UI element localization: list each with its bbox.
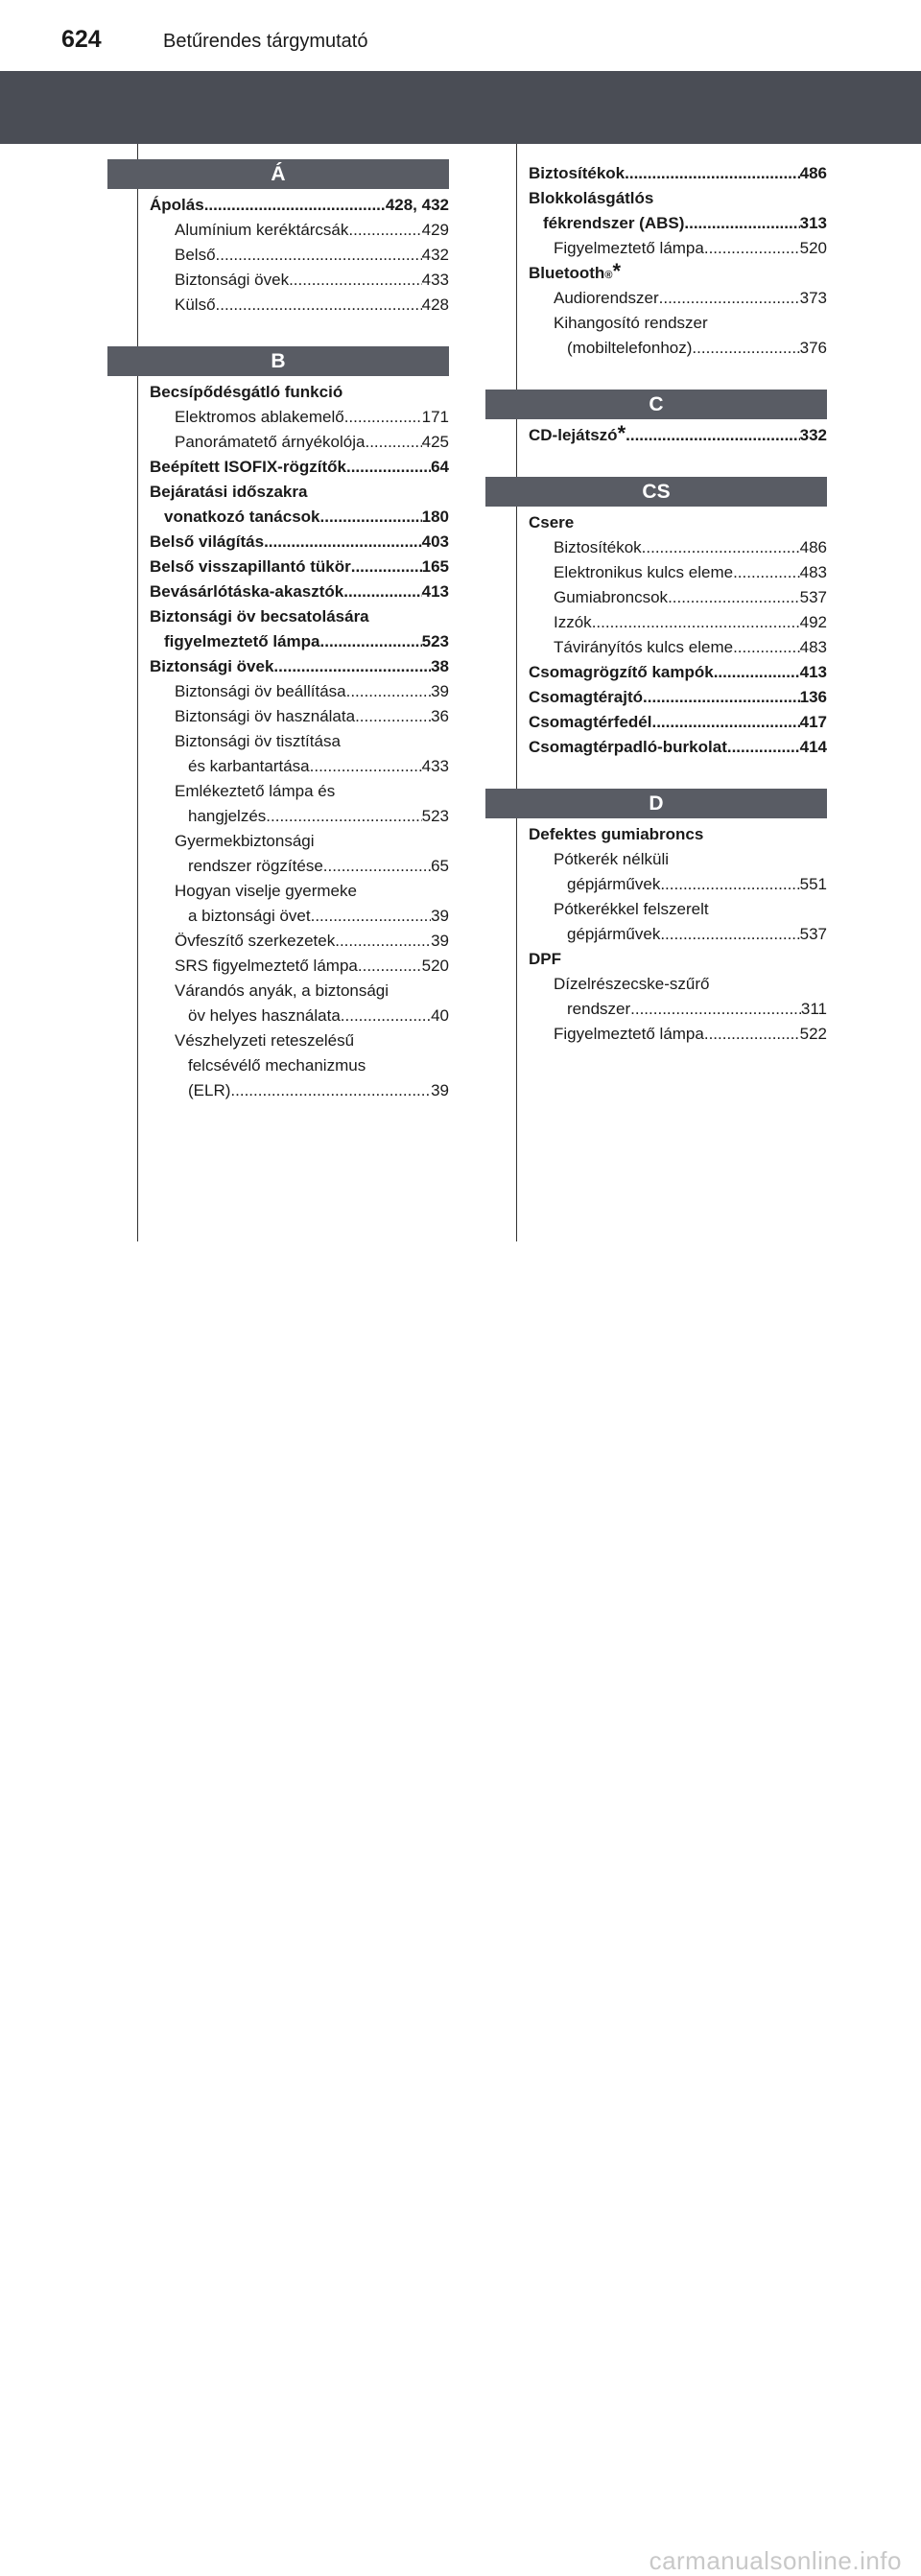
section-letter: Á [107,159,449,189]
entry-text: Biztonsági öv becsatolására [150,607,369,626]
entry-text: Biztosítékok [529,164,626,182]
entry-text: CD-lejátszó [529,426,618,444]
index-entry [107,779,449,804]
entry-text: fékrendszer (ABS) [543,214,685,232]
header-title: Betűrendes tárgymutató [163,31,368,52]
entry-text: Pótkerék nélküli [554,850,670,868]
entry-text: gépjárművek [567,925,661,943]
index-entry [107,854,449,879]
page-ref: 39 [431,1081,449,1099]
index-entry [485,186,827,211]
dot-leader [660,922,799,947]
dot-leader [733,560,800,585]
page-ref: 311 [800,1000,827,1018]
index-entry [485,535,827,560]
page-ref: 520 [421,957,449,975]
dot-leader [643,685,800,710]
dot-leader [592,610,800,635]
entry-text: Csomagtérajtó [529,688,644,706]
entry-text: hangjelzés [188,807,267,825]
index-entry [107,579,449,604]
index-entry [107,193,449,218]
page-ref: 313 [799,214,827,232]
index-entry: Bluetooth ® * [485,261,827,286]
page-ref: 136 [799,688,827,706]
index-entry [107,430,449,455]
page-ref: 376 [799,339,827,357]
page-ref: 520 [799,239,827,257]
entry-text: gépjárművek [567,875,661,893]
index-entry [107,405,449,430]
page-ref: 433 [421,271,449,289]
dot-leader [704,236,800,261]
index-entry [485,311,827,336]
dot-leader [365,430,421,455]
index-section [107,159,449,318]
entry-text: Csomagtérfedél [529,713,652,731]
index-entry [485,922,827,947]
entry-text: Belső világítás [150,532,265,551]
page-ref: 65 [431,857,449,875]
entry-text: és karbantartása [188,757,310,775]
entry-text: Bejáratási időszakra [150,483,308,501]
entry-text: Gyermekbiztonsági [175,832,315,850]
page-ref: 413 [799,663,827,681]
page-ref: 433 [421,757,449,775]
entry-text: Audiorendszer [554,289,659,307]
index-entry [485,510,827,535]
index-section [485,161,827,361]
entry-text: Figyelmeztető lámpa [554,1025,704,1043]
entry-text: Biztosítékok [554,538,642,556]
section-letter: C [485,390,827,419]
index-entry [485,947,827,972]
index-entry [107,1053,449,1078]
dot-leader [289,268,422,293]
index-entry [107,480,449,505]
page-ref: 523 [421,632,449,650]
entry-text: DPF [529,950,561,968]
entry-text: Pótkerékkel felszerelt [554,900,709,918]
page-ref: 403 [421,532,449,551]
dot-leader [230,1078,431,1103]
dot-leader [323,854,431,879]
index-entry [107,293,449,318]
dot-leader [310,754,422,779]
page-ref: 39 [431,932,449,950]
index-entry [485,1022,827,1047]
dot-leader [343,579,421,604]
index-entry [107,218,449,243]
index-entry [485,286,827,311]
entry-text: Figyelmeztető lámpa [554,239,704,257]
entry-text: Kihangosító rendszer [554,314,708,332]
entry-text: vonatkozó tanácsok [164,508,320,526]
page-header [0,0,921,59]
page-ref: 522 [799,1025,827,1043]
dot-leader [692,336,799,361]
dot-leader [346,679,431,704]
entry-text: (ELR) [188,1081,231,1099]
index-section [485,361,827,448]
index-entry [107,530,449,555]
index-entry [107,979,449,1004]
index-entry [107,929,449,954]
index-entry: CD-lejátszó * ..... 332 [485,423,827,448]
page-ref: 332 [799,426,827,444]
entry-text: Elektromos ablakemelő [175,408,344,426]
entry-text: Panorámatető árnyékolója [175,433,366,451]
index-entry [107,380,449,405]
entry-text: rendszer rögzítése [188,857,323,875]
index-entry [107,679,449,704]
index-section [107,318,449,1103]
entry-text: Várandós anyák, a biztonsági [175,981,390,1000]
dot-leader [651,710,799,735]
page-ref: 486 [799,538,827,556]
dot-leader [320,505,422,530]
dot-leader [733,635,800,660]
page-ref: 425 [421,433,449,451]
index-entry [485,710,827,735]
dot-leader [714,660,800,685]
entry-text: rendszer [567,1000,631,1018]
index-entry [107,555,449,579]
entry-text: Vészhelyzeti reteszelésű [175,1031,355,1050]
section-letter: B [107,346,449,376]
index-entry [107,1004,449,1028]
page-ref: 39 [431,907,449,925]
dot-leader [273,654,431,679]
entry-text: SRS figyelmeztető lámpa [175,957,358,975]
dot-leader [216,243,422,268]
dot-leader [630,997,801,1022]
page-ref: 551 [799,875,827,893]
index-entry [107,654,449,679]
dot-leader [626,423,799,448]
watermark: carmanualsonline.info [649,2546,902,2575]
dot-leader [659,286,800,311]
index-entry [485,847,827,872]
index-entry [485,560,827,585]
index-entry [107,243,449,268]
index-entry [485,336,827,361]
entry-text: Bluetooth [529,264,605,282]
index-entry [485,685,827,710]
page-ref: 483 [799,638,827,656]
dot-leader [344,405,422,430]
entry-text: Becsípődésgátló funkció [150,383,343,401]
index-entry [485,585,827,610]
dot-leader [204,193,386,218]
page-ref: 40 [431,1006,449,1025]
page-ref: 523 [421,807,449,825]
index-entry [107,829,449,854]
page-ref: 417 [799,713,827,731]
page-ref: 171 [421,408,449,426]
page-ref: 492 [799,613,827,631]
page-ref: 180 [421,508,449,526]
page-ref: 36 [431,707,449,725]
entry-text: Alumínium keréktárcsák [175,221,349,239]
page-ref: 432 [421,246,449,264]
index-entry [485,822,827,847]
page-ref: 373 [799,289,827,307]
index-entry [485,211,827,236]
dot-leader [625,161,799,186]
right-column [485,161,827,1047]
dot-leader [216,293,422,318]
dot-leader [348,218,421,243]
index-entry [107,904,449,929]
index-entry [485,610,827,635]
entry-text: Biztonsági öv tisztítása [175,732,341,750]
footer [0,1272,921,2575]
entry-text: a biztonsági övet [188,907,311,925]
page-ref: 64 [431,458,449,476]
entry-text: Övfeszítő szerkezetek [175,932,336,950]
dot-leader [684,211,799,236]
index-entry [107,954,449,979]
index-entry [485,972,827,997]
dot-leader [660,872,799,897]
index-entry [107,879,449,904]
entry-text: Biztonsági öv beállítása [175,682,346,700]
entry-text: Biztonsági övek [150,657,274,675]
index-entry [107,804,449,829]
dot-leader [335,929,431,954]
dot-leader [668,585,800,610]
index-entry [107,268,449,293]
page-number: 624 [61,26,102,53]
entry-text: Csomagrögzítő kampók [529,663,714,681]
entry-text: felcsévélő mechanizmus [188,1056,366,1075]
page-ref: 537 [799,925,827,943]
page-ref: 428, 432 [385,196,449,214]
entry-text: Defektes gumiabroncs [529,825,704,843]
dot-leader [311,904,431,929]
dot-leader [355,704,431,729]
entry-text: Csomagtérpadló-burkolat [529,738,727,756]
left-column [107,159,449,1103]
page-ref: 537 [799,588,827,606]
entry-text: Belső [175,246,216,264]
section-letter: D [485,789,827,818]
page-ref: 165 [421,557,449,576]
entry-text: Távirányítós kulcs eleme [554,638,734,656]
dot-leader [341,1004,431,1028]
entry-text: (mobiltelefonhoz) [567,339,693,357]
page-ref: 483 [799,563,827,581]
header-band [0,71,921,144]
entry-text: Hogyan viselje gyermeke [175,882,357,900]
entry-text: Ápolás [150,196,204,214]
index-section [485,448,827,760]
index-section [485,760,827,1047]
entry-text: Emlékeztető lámpa és [175,782,336,800]
index-entry [485,236,827,261]
index-entry [485,635,827,660]
index-entry [107,604,449,629]
index-entry [107,1028,449,1053]
dot-leader [642,535,800,560]
index-entry [107,505,449,530]
index-entry [485,161,827,186]
index-entry [107,754,449,779]
index-entry [107,629,449,654]
page-ref: 486 [799,164,827,182]
entry-text: öv helyes használata [188,1006,341,1025]
entry-text: figyelmeztető lámpa [164,632,320,650]
index-entry [107,729,449,754]
page-ref: 429 [421,221,449,239]
entry-text: Biztonsági öv használata [175,707,356,725]
page-ref: 413 [421,582,449,601]
entry-text: Izzók [554,613,592,631]
index-entry [107,455,449,480]
entry-text: Biztonsági övek [175,271,290,289]
page-ref: 414 [799,738,827,756]
index-entry [485,872,827,897]
index-entry [107,1078,449,1103]
page-ref: 428 [421,295,449,314]
dot-leader [346,455,431,480]
entry-text: Gumiabroncsok [554,588,669,606]
dot-leader [264,530,422,555]
entry-text: Beépített ISOFIX-rögzítők [150,458,346,476]
section-letter: CS [485,477,827,507]
entry-text: Külső [175,295,216,314]
index-entry [485,897,827,922]
dot-leader [266,804,421,829]
dot-leader [704,1022,800,1047]
index-entry [107,704,449,729]
entry-text: Elektronikus kulcs eleme [554,563,734,581]
dot-leader [358,954,422,979]
entry-text: Bevásárlótáska-akasztók [150,582,344,601]
dot-leader [351,555,422,579]
index-entry [485,660,827,685]
dot-leader [727,735,800,760]
dot-leader [320,629,422,654]
entry-text: Blokkolásgátlós [529,189,654,207]
entry-text: Belső visszapillantó tükör [150,557,351,576]
index-entry [485,735,827,760]
index-entry [485,997,827,1022]
page-ref: 39 [431,682,449,700]
page-ref: 38 [431,657,449,675]
entry-text: Csere [529,513,575,532]
entry-text: Dízelrészecske-szűrő [554,975,710,993]
